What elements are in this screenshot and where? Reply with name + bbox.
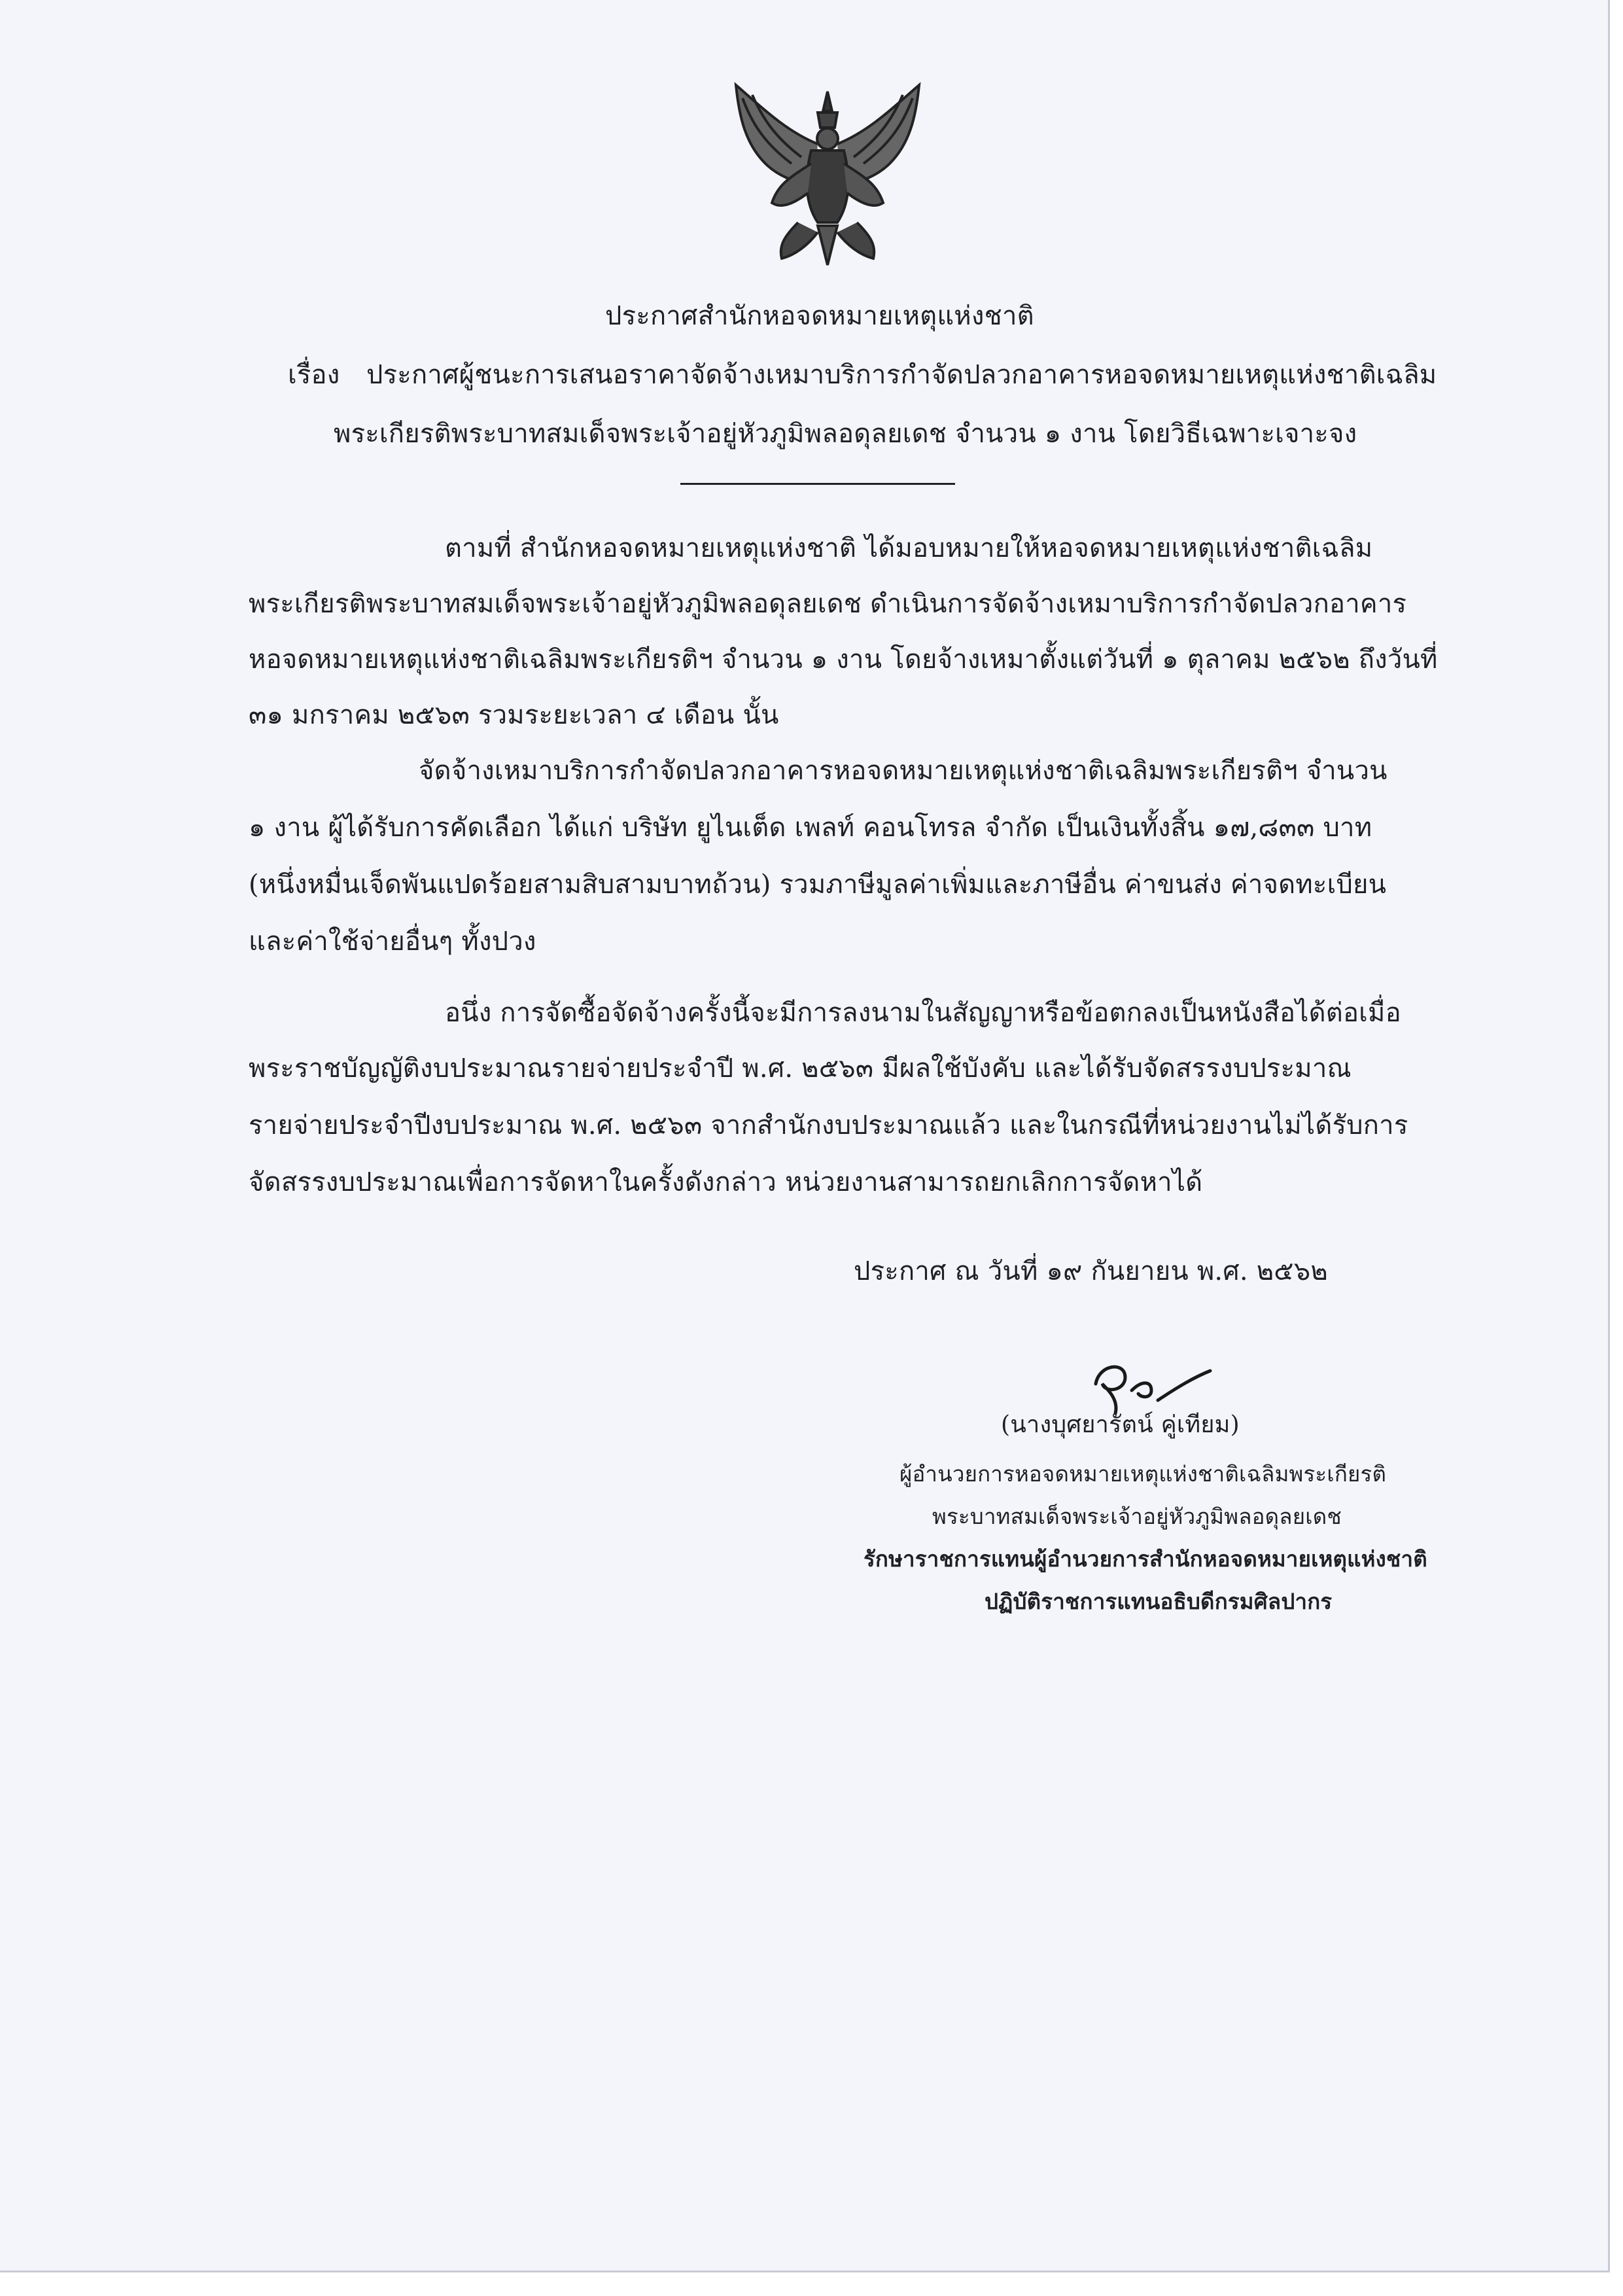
paragraph1-line1: ตามที่ สำนักหอจดหมายเหตุแห่งชาติ ได้มอบหมายให้หอจดหมายเหตุแห่งชาติเฉลิม — [445, 533, 1373, 563]
acting-line1: รักษาราชการแทนผู้อำนวยการสำนักหอจดหมายเหตุแห่งชาติ — [864, 1546, 1427, 1572]
signatory-position-line1: ผู้อำนวยการหอจดหมายเหตุแห่งชาติเฉลิมพระเกียรติ — [899, 1461, 1387, 1487]
paragraph2-line1: จัดจ้างเหมาบริการกำจัดปลวกอาคารหอจดหมายเหตุแห่งชาติเฉลิมพระเกียรติฯ จำนวน — [419, 756, 1387, 786]
subject-label: เรื่อง — [288, 360, 340, 390]
agency-title: ประกาศสำนักหอจดหมายเหตุแห่งชาติ — [605, 301, 1034, 331]
paragraph1-line3: หอจดหมายเหตุแห่งชาติเฉลิมพระเกียรติฯ จำนวน ๑ งาน โดยจ้างเหมาตั้งแต่วันที่ ๑ ตุลาคม ๒๕๖๒ ถึงวันที่ — [249, 645, 1438, 675]
paragraph2-line3: (หนึ่งหมื่นเจ็ดพันแปดร้อยสามสิบสามบาทถ้วน) รวมภาษีมูลค่าเพิ่มและภาษีอื่น ค่าขนส่ง ค่าจดทะเบียน — [249, 870, 1387, 900]
subject-line-1: ประกาศผู้ชนะการเสนอราคาจัดจ้างเหมาบริการกำจัดปลวกอาคารหอจดหมายเหตุแห่งชาติเฉลิม — [366, 360, 1437, 390]
paragraph1-line2: พระเกียรติพระบาทสมเด็จพระเจ้าอยู่หัวภูมิพลอดุลยเดช ดำเนินการจัดจ้างเหมาบริการกำจัดปลวกอาคาร — [249, 589, 1407, 619]
paragraph3-line3: รายจ่ายประจำปีงบประมาณ พ.ศ. ๒๕๖๓ จากสำนักงบประมาณแล้ว และในกรณีที่หน่วยงานไม่ได้รับการ — [249, 1110, 1408, 1140]
signatory-position-line2: พระบาทสมเด็จพระเจ้าอยู่หัวภูมิพลอดุลยเดช — [932, 1504, 1342, 1529]
garuda-emblem-icon — [720, 79, 935, 275]
title-divider — [680, 483, 955, 485]
paragraph3-line4: จัดสรรงบประมาณเพื่อการจัดหาในครั้งดังกล่าว หน่วยงานสามารถยกเลิกการจัดหาได้ — [249, 1167, 1203, 1197]
paragraph1-line4: ๓๑ มกราคม ๒๕๖๓ รวมระยะเวลา ๔ เดือน นั้น — [249, 700, 779, 730]
signatory-name: (นางบุศยารัตน์ คู่เทียม) — [1001, 1411, 1240, 1438]
paragraph2-line2: ๑ งาน ผู้ได้รับการคัดเลือก ได้แก่ บริษัท ยูไนเต็ด เพลท์ คอนโทรล จำกัด เป็นเงินทั้งสิ้น ๑๗,๘๓๓ บาท — [249, 813, 1372, 843]
paragraph3-line2: พระราชบัญญัติงบประมาณรายจ่ายประจำปี พ.ศ. ๒๕๖๓ มีผลใช้บังคับ และได้รับจัดสรรงบประมาณ — [249, 1053, 1352, 1084]
acting-line2: ปฏิบัติราชการแทนอธิบดีกรมศิลปากร — [985, 1589, 1333, 1614]
paragraph3-line1: อนึ่ง การจัดซื้อจัดจ้างครั้งนี้จะมีการลงนามในสัญญาหรือข้อตกลงเป็นหนังสือได้ต่อเมื่อ — [445, 998, 1401, 1028]
announcement-date: ประกาศ ณ วันที่ ๑๙ กันยายน พ.ศ. ๒๕๖๒ — [854, 1256, 1328, 1286]
paragraph2-line4: และค่าใช้จ่ายอื่นๆ ทั้งปวง — [249, 927, 536, 957]
subject-line-2: พระเกียรติพระบาทสมเด็จพระเจ้าอยู่หัวภูมิพลอดุลยเดช จำนวน ๑ งาน โดยวิธีเฉพาะเจาะจง — [334, 419, 1357, 449]
